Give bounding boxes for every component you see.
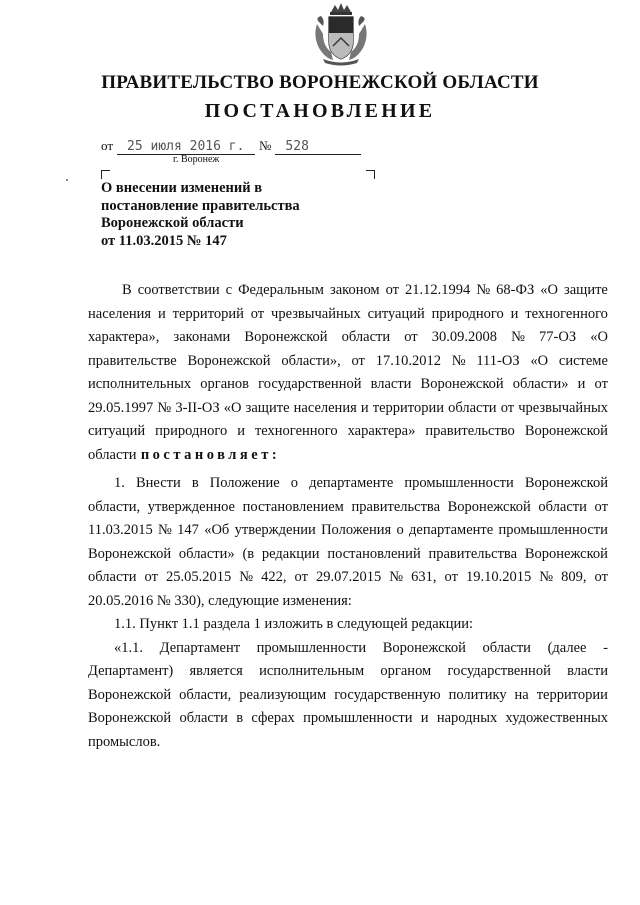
word: области [448, 399, 497, 416]
word: Воронежской [524, 475, 608, 491]
resolves-word: постановляет [140, 446, 272, 463]
word: от [144, 569, 158, 585]
document-subject [101, 180, 361, 250]
word: в [236, 710, 244, 726]
word: ситуаций [367, 305, 425, 322]
word: сферах [251, 710, 295, 726]
word: территории [536, 686, 608, 703]
word: Воронежской [88, 545, 172, 562]
word: Воронежской [524, 545, 608, 562]
word: утвержденное [147, 498, 235, 515]
document-meta-line [101, 138, 361, 155]
word: 3-II-ОЗ [175, 399, 220, 416]
word: 30.09.2008 [431, 329, 497, 345]
paragraph-line [88, 731, 608, 755]
paragraph-text: промыслов. [88, 733, 161, 750]
word: 111-ОЗ [476, 352, 520, 369]
city-label: г. Воронеж [173, 154, 220, 165]
word: № [389, 569, 404, 585]
paragraph-text: 20.05.2016 № 330), следующие изменения: [88, 592, 352, 609]
word: от [351, 352, 365, 369]
word: 68-ФЗ [496, 282, 535, 298]
word: Воронежской [420, 376, 504, 392]
word: населения [88, 305, 152, 322]
word: техногенного [254, 423, 338, 439]
word: 11.03.2015 [88, 522, 153, 538]
word: в [191, 475, 199, 491]
word: Положения [321, 522, 392, 538]
organization-title: ПРАВИТЕЛЬСТВО ВОРОНЕЖСКОЙ ОБЛАСТИ [101, 72, 539, 93]
word: и [577, 376, 586, 392]
word: чрезвычайных [271, 305, 361, 322]
word: власти [567, 663, 608, 679]
word: департаменте [409, 522, 494, 538]
paragraph-line [88, 397, 608, 421]
word: Федеральным [238, 282, 324, 298]
number-field: 528 [275, 139, 361, 155]
word: № [451, 352, 466, 369]
word: 29.05.1997 [88, 399, 154, 416]
word: правительство [425, 423, 515, 439]
word: 422, [261, 569, 287, 585]
corner-bracket-right [366, 170, 375, 179]
word: постановлением [242, 498, 344, 515]
document-type-title: ПОСТАНОВЛЕНИЕ [204, 100, 436, 122]
word: от [404, 329, 418, 345]
word: области [482, 639, 531, 656]
word: на [514, 686, 529, 703]
word: Воронежской [447, 498, 531, 515]
subject-line: О внесении изменений в [101, 180, 263, 196]
word: народных [436, 710, 498, 726]
word: о [290, 475, 298, 491]
word: 19.10.2015 [465, 569, 532, 585]
word: от [500, 399, 515, 416]
word: 1. [114, 475, 125, 491]
word: от [250, 305, 265, 322]
word: Положение [209, 475, 280, 491]
number-sign: № [259, 138, 272, 153]
word: политику [448, 686, 507, 703]
word: и [237, 423, 245, 439]
word: населения [293, 399, 357, 416]
date-field: 25 июля 2016 г. [117, 139, 255, 155]
word: характера», [88, 329, 160, 345]
word: природного [431, 305, 504, 322]
subject-line: Воронежской области [101, 215, 244, 231]
word: и [158, 305, 166, 322]
word: является [189, 663, 243, 679]
word: редакции [261, 545, 320, 562]
word: 21.12.1994 [405, 282, 471, 298]
word: защите [564, 282, 608, 298]
word: постановлений [327, 545, 421, 562]
paragraph-line [88, 637, 608, 661]
margin-mark [66, 179, 68, 181]
word: правительства [351, 498, 441, 515]
word: от [385, 282, 400, 298]
word: 17.10.2012 [375, 352, 441, 369]
word: 809, [561, 569, 587, 585]
word: органом [380, 663, 432, 679]
word: области [88, 569, 137, 585]
word: «О [540, 282, 558, 298]
word: промышленности [498, 522, 608, 538]
word: Воронежской [88, 686, 172, 703]
document-body [88, 279, 608, 754]
word: области, [179, 686, 232, 703]
word: области [341, 329, 391, 345]
word: Департамент [159, 639, 241, 656]
word: № [157, 399, 172, 416]
word: от [594, 376, 608, 392]
word: области», [281, 352, 341, 369]
paragraph-line [88, 590, 608, 614]
word: законом [329, 282, 380, 298]
paragraph-line [88, 707, 608, 731]
paragraph-line [88, 303, 608, 327]
word: органов [200, 376, 250, 392]
word: - [603, 639, 608, 656]
word: техногенного [525, 305, 608, 322]
paragraph-line [88, 519, 608, 543]
word: власти [370, 376, 412, 392]
word: «Об [204, 522, 230, 538]
word: правительства [428, 545, 518, 562]
paragraph-line [88, 326, 608, 350]
word: художественных [505, 710, 608, 726]
word: ситуаций [88, 423, 146, 439]
word: 25.05.2015 [165, 569, 232, 585]
word: от [294, 569, 308, 585]
word: государственную [334, 686, 441, 703]
word: 147 [177, 522, 199, 538]
paragraph-line [88, 613, 608, 637]
word: области, [88, 498, 141, 515]
word: и [510, 305, 519, 322]
word: Внести [135, 475, 181, 491]
word: «О [223, 399, 242, 416]
paragraph-line [88, 420, 608, 444]
word: правительстве [88, 352, 177, 369]
word: Воронежской [382, 639, 466, 656]
word: 631, [411, 569, 437, 585]
closing-word: области [88, 446, 137, 463]
word: системе [558, 352, 608, 369]
word: (далее [547, 639, 587, 656]
word: № [511, 329, 525, 345]
word: и [420, 710, 429, 726]
word: Воронежской [244, 329, 328, 345]
word: промышленности [404, 475, 514, 491]
word: соответствии [137, 282, 220, 298]
paragraph-line [88, 684, 608, 708]
paragraph-line [88, 444, 608, 468]
word: от [594, 498, 608, 515]
word: промышленности [303, 710, 413, 726]
paragraph-line [88, 566, 608, 590]
word: 29.07.2015 [315, 569, 382, 585]
paragraph-line [88, 373, 608, 397]
word: области [179, 710, 228, 726]
paragraph-text: 1.1. Пункт 1.1 раздела 1 изложить в следующей редакции: [114, 616, 474, 632]
word: Воронежской [187, 352, 271, 369]
word: от [444, 569, 458, 585]
word: и [360, 399, 369, 416]
word: чрезвычайных [518, 399, 608, 416]
word: исполнительных [88, 376, 192, 392]
word: государственной [447, 663, 551, 679]
word: № [158, 522, 172, 538]
word: природного [155, 423, 228, 439]
word: «О [590, 329, 608, 345]
colon: : [271, 446, 277, 463]
word: территорий [172, 305, 244, 322]
word: области [538, 498, 587, 515]
word: № [239, 569, 254, 585]
word: с [225, 282, 233, 298]
word: департаменте [309, 475, 394, 491]
paragraph-line [88, 543, 608, 567]
word: 77-ОЗ [539, 329, 577, 345]
word: «1.1. [114, 639, 143, 656]
paragraph-line [88, 496, 608, 520]
word: характера» [347, 423, 416, 439]
word: В [122, 282, 132, 298]
word: № [476, 282, 491, 298]
paragraph-line [88, 660, 608, 684]
subject-line: от 11.03.2015 № 147 [101, 232, 227, 249]
word: защите [245, 399, 290, 416]
paragraph-line [88, 350, 608, 374]
paragraph-line [88, 279, 608, 303]
word: «О [530, 352, 549, 369]
word: Воронежской [524, 423, 608, 439]
subject-line: постановление правительства [101, 197, 300, 214]
word: (в [242, 545, 255, 562]
word: реализующим [239, 686, 327, 703]
corner-bracket-left [101, 170, 110, 179]
word: о [396, 522, 404, 538]
word: государственной [258, 376, 362, 392]
word: утверждении [234, 522, 316, 538]
word: территории [372, 399, 444, 416]
coat-of-arms-emblem [311, 2, 371, 66]
word: № [539, 569, 554, 585]
word: исполнительным [259, 663, 365, 679]
word: Воронежской [88, 710, 172, 726]
from-label: от [101, 138, 114, 153]
word: промышленности [256, 639, 367, 656]
word: от [594, 569, 608, 585]
paragraph-line [88, 472, 608, 496]
word: законами [173, 329, 231, 345]
word: области» [512, 376, 569, 392]
word: области» [178, 545, 235, 562]
word: Департамент) [88, 663, 174, 679]
